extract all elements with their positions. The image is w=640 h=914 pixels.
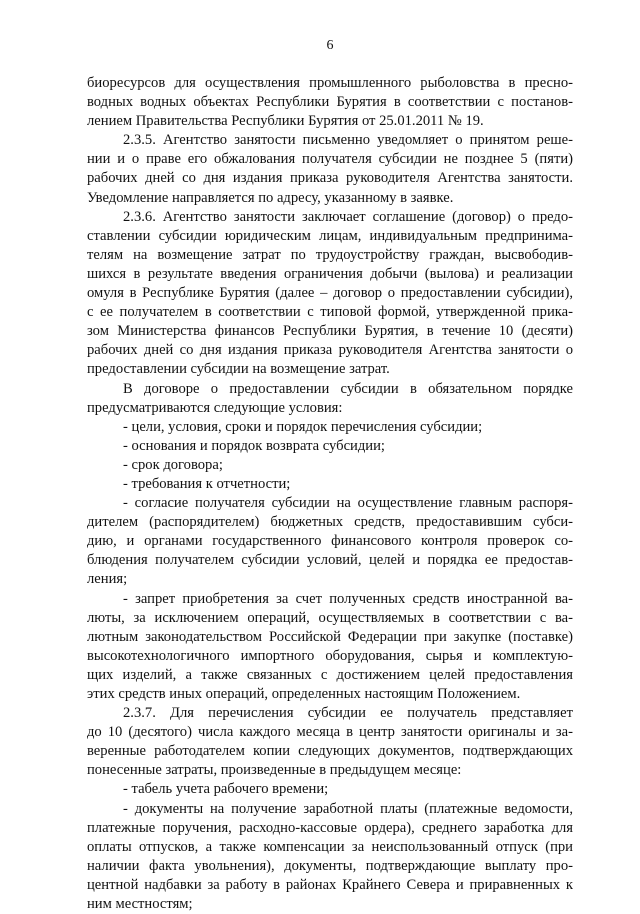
text-line: омуля в Республике Бурятия (далее – договор о предоставлении субсидии), [87, 285, 573, 302]
text-line: люты, за исключением операций, осуществляемых в соответствии с ва- [87, 609, 573, 626]
text-line: наличии факта увольнения), документы, подтверждающие выплату про- [87, 857, 573, 874]
text-line: ставлении субсидии юридическим лицам, индивидуальным предпринима- [87, 227, 573, 244]
text-line: телям на возмещение затрат по трудоустройству граждан, высвободив- [87, 246, 573, 263]
text-line: ления; [87, 571, 128, 588]
text-line: биоресурсов для осуществления промышленного рыболовства в пресно- [87, 75, 573, 91]
text-line: нии и о праве его обжалования получателя субсидии не позднее 5 (пяти) [87, 151, 573, 168]
text-line: веренные работодателем копии следующих документов, подтверждающих [87, 743, 573, 760]
text-line: оплаты отпусков, а также компенсации за неиспользованный отпуск (при [87, 838, 573, 855]
text-line: щих изделий, а также связанных с достижением целей предоставления [87, 666, 573, 683]
text-line: платежные поручения, расходно-кассовые ордера), среднего заработка для [87, 819, 573, 836]
text-line: водных водных объектах Республики Бурятия в соответствии с постанов- [87, 94, 573, 111]
text-line: - запрет приобретения за счет полученных средств иностранной ва- [123, 590, 573, 607]
text-line: 2.3.6. Агентство занятости заключает соглашение (договор) о предо- [123, 208, 573, 225]
text-line: блюдения получателем субсидии условий, целей и порядка ее предостав- [87, 552, 573, 569]
page-number: 6 [326, 38, 334, 53]
text-line: - цели, условия, сроки и порядок перечисления субсидии; [123, 418, 483, 435]
text-line: с ее получателем в соответствии с типовой формой, утвержденной прика- [87, 304, 573, 321]
text-line: Уведомление направляется по адресу, указанному в заявке. [87, 189, 454, 206]
text-line: 2.3.7. Для перечисления субсидии ее получатель представляет [123, 705, 573, 722]
text-line: рабочих дней со дня издания приказа руководителя Агентства занятости. [87, 170, 573, 187]
text-line: - срок договора; [123, 456, 223, 473]
text-line: - документы на получение заработной платы (платежные ведомости, [123, 800, 573, 817]
text-line: лением Правительства Республики Бурятия от 25.01.2011 № 19. [87, 113, 484, 130]
body-text [87, 74, 573, 914]
text-line: шихся в результате введения ограничения добычи (вылова) и реализации [87, 265, 573, 282]
text-line: - основания и порядок возврата субсидии; [123, 437, 385, 454]
text-line: этих средств иных операций, определенных настоящим Положением. [87, 686, 521, 702]
text-line: предусматриваются следующие условия: [87, 399, 343, 416]
text-line: - табель учета рабочего времени; [123, 781, 329, 798]
text-line: В договоре о предоставлении субсидии в обязательном порядке [123, 380, 573, 397]
text-line: лютным законодательством Российской Федерации при закупке (поставке) [87, 628, 573, 645]
text-line: рабочих дней со дня издания приказа руководителя Агентства занятости о [87, 342, 573, 359]
text-line: понесенные затраты, произведенные в предыдущем месяце: [87, 762, 462, 779]
text-line: высокотехнологичного импортного оборудования, сырья и комплектую- [87, 647, 573, 664]
text-line: дию, и органами государственного финансового контроля проверок со- [87, 533, 573, 550]
text-line: до 10 (десятого) числа каждого месяца в центр занятости оригиналы и за- [87, 724, 573, 741]
document-page [87, 0, 573, 913]
text-line: центной надбавки за работу в районах Крайнего Севера и приравненных к [87, 876, 573, 893]
text-line: 2.3.5. Агентство занятости письменно уведомляет о принятом реше- [123, 132, 573, 149]
text-line: - требования к отчетности; [123, 475, 291, 492]
text-line: предоставлении субсидии на возмещение затрат. [87, 361, 390, 378]
text-line: - согласие получателя субсидии на осуществление главным распоря- [123, 495, 573, 512]
text-line: дителем (распорядителем) бюджетных средств, предоставившим субси- [87, 514, 573, 531]
text-line: ним местностям; [87, 896, 193, 913]
text-line: зом Министерства финансов Республики Бурятия, в течение 10 (десяти) [87, 323, 573, 340]
